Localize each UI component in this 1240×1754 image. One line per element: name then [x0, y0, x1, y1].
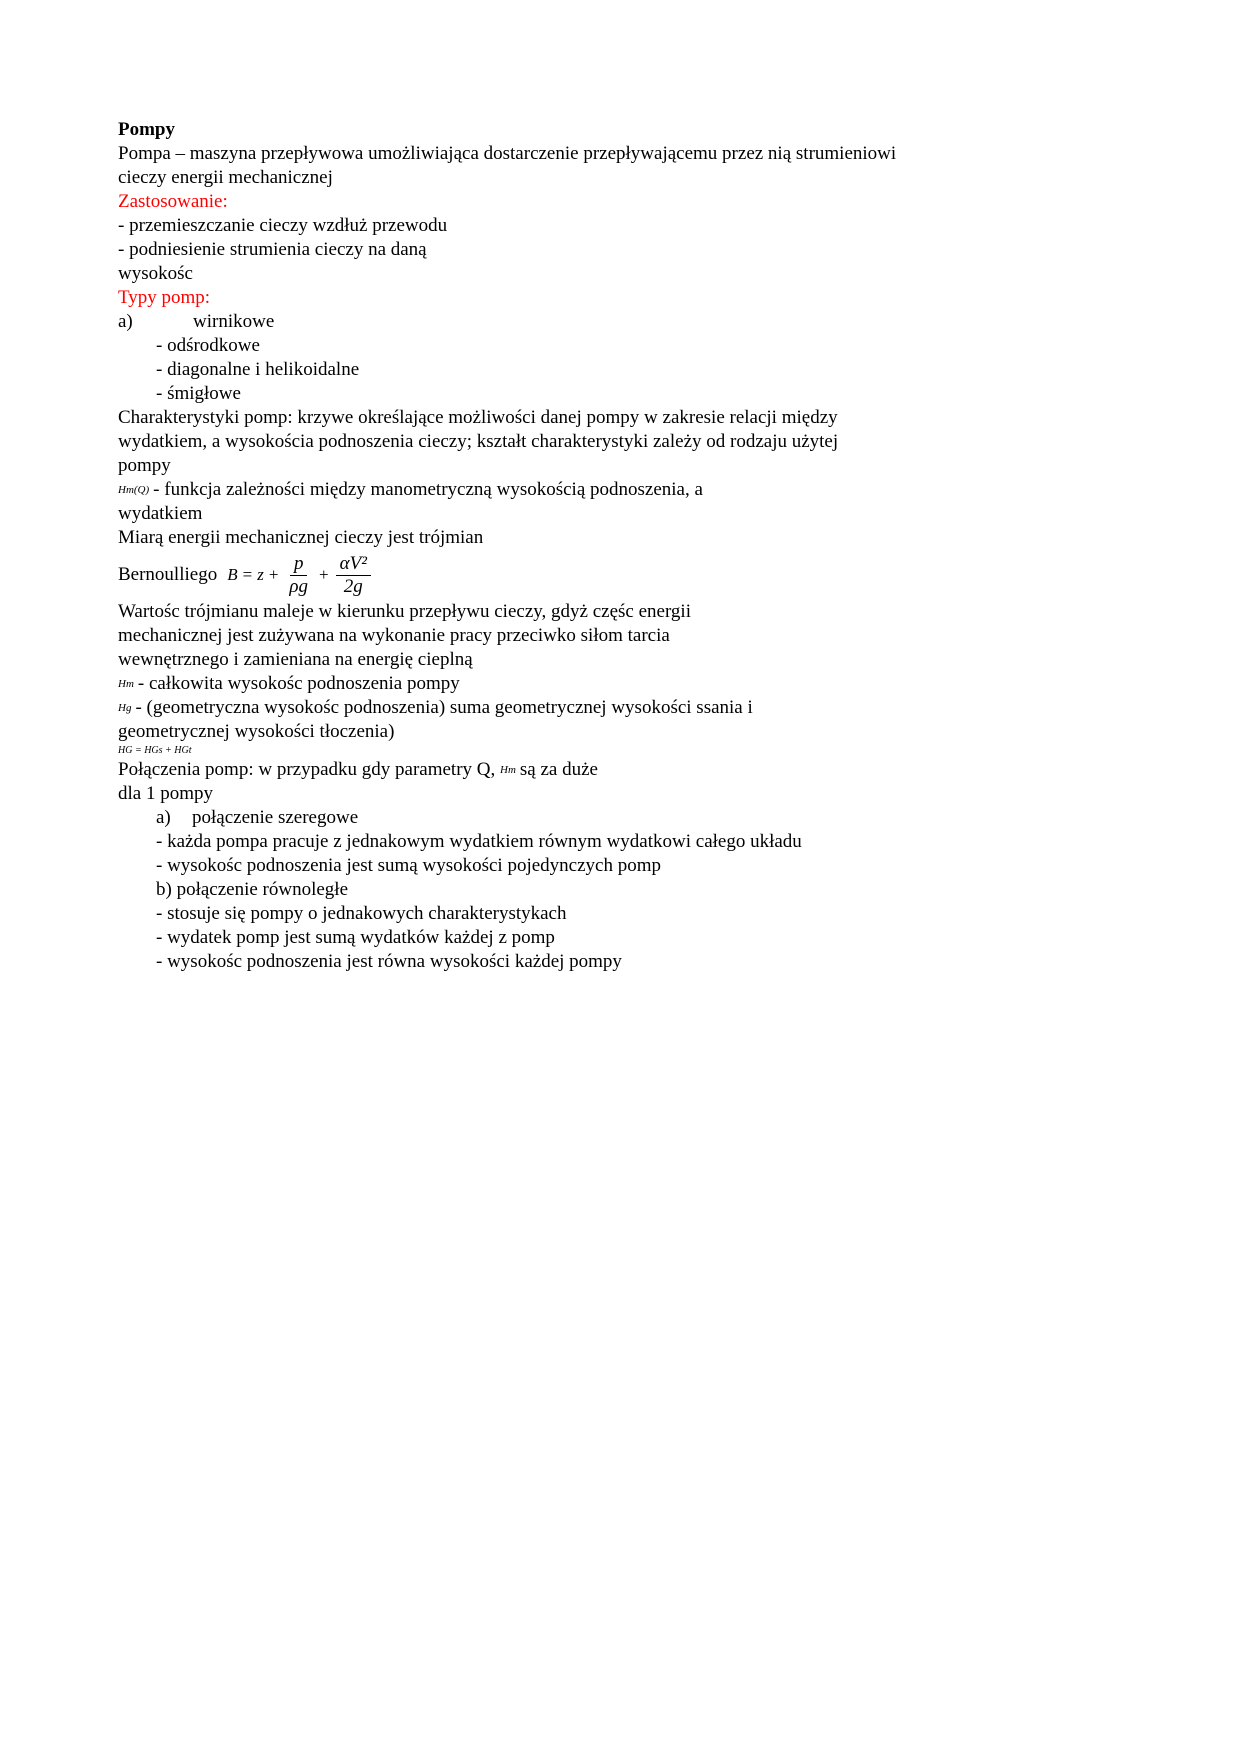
characteristics-line: Charakterystyki pomp: krzywe określające możliwości danej pompy w zakresie relacji między — [118, 407, 838, 428]
hm-definition-text: - funkcja zależności między manometryczną wysokością podnoszenia, a — [153, 479, 703, 500]
characteristics-line: wydatkiem, a wysokościa podnoszenia cieczy; kształt charakterystyki zależy od rodzaju użytej — [118, 431, 839, 452]
formula-z: z — [257, 565, 264, 584]
list-marker: a) — [156, 807, 171, 828]
types-item: - diagonalne i helikoidalne — [156, 359, 360, 380]
fraction-denominator: 2g — [343, 575, 363, 597]
hg-formula: HG = HGs + HGt — [118, 745, 192, 756]
fraction-numerator: p — [290, 553, 308, 576]
formula-plus: + — [268, 565, 279, 584]
formula-equals: = — [242, 565, 253, 584]
fraction-numerator: αV² — [336, 553, 371, 576]
connections-line-2: dla 1 pompy — [118, 783, 213, 804]
connections-symbol: Hm — [500, 764, 516, 776]
definition-line-2: cieczy energii mechanicznej — [118, 167, 333, 188]
hg-symbol: Hg — [118, 702, 132, 714]
connections-text-a: Połączenia pomp: w przypadku gdy parametry Q, — [118, 759, 496, 780]
application-item: wysokośc — [118, 263, 193, 284]
parallel-item: - wysokośc podnoszenia jest równa wysokości każdej pompy — [156, 951, 622, 972]
types-heading: Typy pomp: — [118, 287, 211, 308]
hg-line-2: geometrycznej wysokości tłoczenia) — [118, 721, 395, 742]
types-label: wirnikowe — [193, 311, 275, 332]
connections-line — [118, 758, 1018, 782]
hm-total-text: - całkowita wysokośc podnoszenia pompy — [137, 673, 460, 694]
formula-plus: + — [319, 565, 329, 584]
parallel-item: - wydatek pomp jest sumą wydatków każdej z pomp — [156, 927, 555, 948]
fraction-denominator: ρg — [289, 575, 309, 597]
formula-lhs: B — [227, 565, 238, 584]
serial-item: - każda pompa pracuje z jednakowym wydatkiem równym wydatkowi całego układu — [156, 831, 802, 852]
connections-text-b: są za duże — [519, 759, 598, 780]
types-list-header — [118, 310, 1018, 334]
decrease-line: Wartośc trójmianu maleje w kierunku przepływu cieczy, gdyż częśc energii — [118, 601, 691, 622]
types-item: - śmigłowe — [156, 383, 241, 404]
serial-header — [118, 806, 1018, 830]
hg-line — [118, 696, 1018, 720]
energy-line: Miarą energii mechanicznej cieczy jest trójmian — [118, 527, 484, 548]
document-body — [118, 118, 1018, 974]
bernoulli-word: Bernoulliego — [118, 564, 218, 585]
serial-item: - wysokośc podnoszenia jest sumą wysokości pojedynczych pomp — [156, 855, 661, 876]
types-item: - odśrodkowe — [156, 335, 260, 356]
hm-definition-line-2: wydatkiem — [118, 503, 203, 524]
characteristics-line: pompy — [118, 455, 171, 476]
parallel-header: b) połączenie równoległe — [156, 879, 349, 900]
hg-text: - (geometryczna wysokośc podnoszenia) suma geometrycznej wysokości ssania i — [135, 697, 753, 718]
hm-symbol: Hm — [118, 678, 134, 690]
decrease-line: wewnętrznego i zamieniana na energię cieplną — [118, 649, 473, 670]
decrease-line: mechanicznej jest zużywana na wykonanie pracy przeciwko siłom tarcia — [118, 625, 670, 646]
application-item: - podniesienie strumienia cieczy na daną — [118, 239, 427, 260]
parallel-item: - stosuje się pompy o jednakowych charakterystykach — [156, 903, 567, 924]
hm-total-line — [118, 672, 1018, 696]
serial-label: połączenie szeregowe — [192, 807, 359, 828]
bernoulli-line — [118, 550, 1018, 600]
velocity-fraction — [336, 553, 371, 598]
bernoulli-formula — [227, 553, 373, 598]
pressure-fraction — [285, 553, 312, 598]
hm-definition-line — [118, 478, 1018, 502]
applications-heading: Zastosowanie: — [118, 191, 228, 212]
application-item: - przemieszczanie cieczy wzdłuż przewodu — [118, 215, 448, 236]
list-marker: a) — [118, 311, 133, 332]
page-title: Pompy — [118, 119, 175, 140]
definition-line-1: Pompa – maszyna przepływowa umożliwiająca dostarczenie przepływającemu przez nią strumieniowi — [118, 143, 897, 164]
hm-q-symbol: Hm(Q) — [118, 484, 150, 496]
